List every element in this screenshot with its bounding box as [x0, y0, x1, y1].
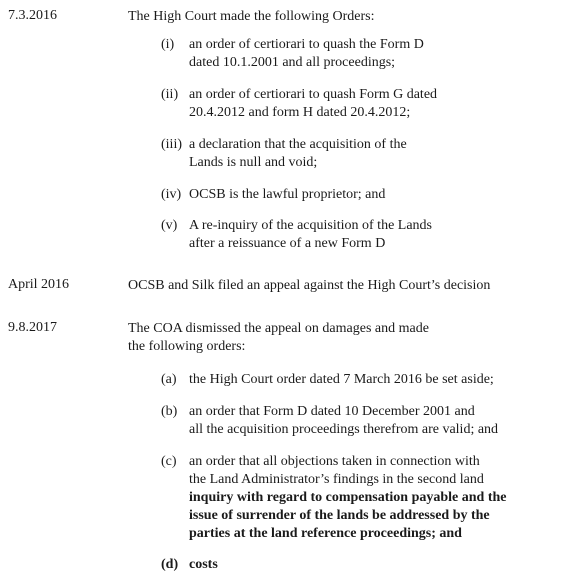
order-text-line: after a reissuance of a new Form D — [189, 236, 386, 251]
order-text-line: issue of surrender of the lands be addressed by the — [189, 508, 490, 523]
description-line: OCSB and Silk filed an appeal against the High Court’s decision — [128, 278, 491, 293]
order-text — [189, 217, 566, 253]
order-label: (iii) — [161, 137, 182, 152]
order-text-line: inquiry with regard to compensation payable and the — [189, 490, 507, 505]
order-text-line: Lands is null and void; — [189, 155, 318, 170]
order-label: (ii) — [161, 87, 179, 102]
entry-date: 9.8.2017 — [8, 320, 57, 335]
order-text — [189, 371, 566, 389]
order-label: (i) — [161, 37, 175, 52]
order-text — [189, 86, 566, 122]
entry-description — [128, 8, 558, 26]
entry-description — [128, 277, 558, 295]
order-text — [189, 556, 566, 574]
entry-date: 7.3.2016 — [8, 8, 57, 23]
description-line: The High Court made the following Orders: — [128, 9, 375, 24]
description-line: The COA dismissed the appeal on damages and made — [128, 321, 429, 336]
order-text — [189, 186, 566, 204]
order-label: (v) — [161, 218, 178, 233]
order-label: (a) — [161, 372, 177, 387]
order-text — [189, 403, 566, 439]
order-label: (d) — [161, 557, 179, 572]
order-text-line: the Land Administrator’s findings in the second land — [189, 472, 484, 487]
order-text-line: A re-inquiry of the acquisition of the Lands — [189, 218, 432, 233]
order-text-line: a declaration that the acquisition of the — [189, 137, 407, 152]
order-label: (iv) — [161, 187, 182, 202]
order-text — [189, 453, 566, 543]
order-label: (b) — [161, 404, 178, 419]
order-text-line: the High Court order dated 7 March 2016 be set aside; — [189, 372, 494, 387]
order-text-line: all the acquisition proceedings therefrom are valid; and — [189, 422, 499, 437]
order-text-line: an order that Form D dated 10 December 2001 and — [189, 404, 475, 419]
order-text-line: 20.4.2012 and form H dated 20.4.2012; — [189, 105, 411, 120]
description-line: the following orders: — [128, 339, 246, 354]
order-text-line: an order of certiorari to quash Form G dated — [189, 87, 438, 102]
order-text-line: parties at the land reference proceedings; and — [189, 526, 462, 541]
order-text-line: an order that all objections taken in connection with — [189, 454, 480, 469]
entry-description — [128, 320, 558, 356]
order-text-line: dated 10.1.2001 and all proceedings; — [189, 55, 396, 70]
order-text — [189, 36, 566, 72]
order-text-line: OCSB is the lawful proprietor; and — [189, 187, 386, 202]
order-label: (c) — [161, 454, 177, 469]
order-text-line: an order of certiorari to quash the Form D — [189, 37, 424, 52]
order-text-line: costs — [189, 557, 218, 572]
order-text — [189, 136, 566, 172]
entry-date: April 2016 — [8, 277, 70, 292]
